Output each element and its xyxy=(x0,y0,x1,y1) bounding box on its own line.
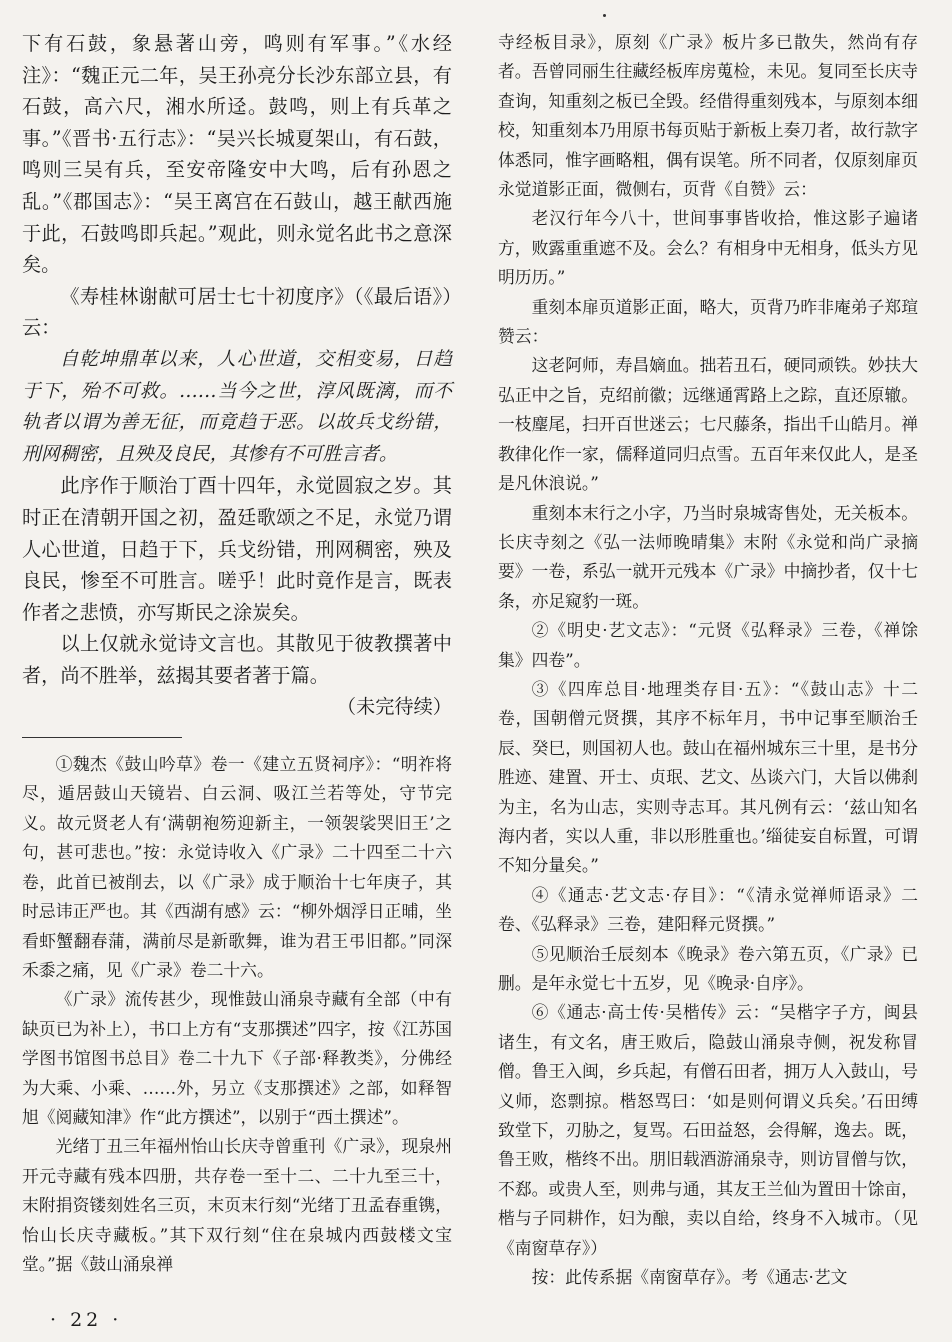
footnote-paragraph: 按：此传系据《南窗草存》。考《通志·艺文 xyxy=(531,1267,848,1288)
body-paragraph: 以上仅就永觉诗文言也。其散见于彼教撰著中者，尚不胜举，兹揭其要者著于篇。 xyxy=(22,632,452,687)
footnote-divider xyxy=(22,737,182,738)
footnote-2: ②《明史·艺文志》：“元贤《弘释录》三卷，《禅馀集》四卷”。 xyxy=(498,620,918,670)
body-paragraph: 《寿桂林谢献可居士七十初度序》（《最后语》）云： xyxy=(22,284,452,340)
footnote-paragraph-continued: 寺经板目录》，原刻《广录》板片多已散失，然尚有存者。吾曾同丽生往藏经板库房蒐检，未见。复同至长庆寺查询，知重刻之板已全毁。经借得重刻残本，与原刻本细校，知重刻本乃用原书每页贴于新板上奏刀者，故行款字体悉同，惟字画略粗，偶有误笔。所不同者，仅原刻扉页永觉道影正面，微侧右，页背《自赞》云： xyxy=(498,32,918,200)
block-quote: 自乾坤鼎革以来，人心世道，交相变易，日趋于下，殆不可救。……当今之世，淳风既漓，而不轨者以谓为善无征，而竟趋于恶。以故兵戈纷错，刑网稠密，且殃及良民，其惨有不可胜言者。 xyxy=(22,348,452,465)
body-paragraph-continued: 下有石鼓，象悬著山旁，鸣则有军事。”《水经注》：“魏正元二年，吴王孙亮分长沙东部立县，有石鼓，高六尺，湘水所迳。鼓鸣，则上有兵革之事。”《晋书·五行志》：“吴兴长城夏架山，有石鼓，鸣则三吴有兵，至安帝隆安中大鸣，后有孙恩之乱。”《郡国志》：“吴王离宫在石鼓山，越王献西施于此，石鼓鸣即兵起。”观此，则永觉名此书之意深矣。 xyxy=(22,32,452,277)
right-column xyxy=(498,28,918,1292)
footnote-5: ⑤见顺治壬辰刻本《晚录》卷六第五页，《广录》已删。是年永觉七十五岁，见《晚录·自序》。 xyxy=(498,943,918,993)
footnote-3: ③《四库总目·地理类存目·五》：“《鼓山志》十二卷，国朝僧元贤撰，其序不标年月，书中记事至顺治壬辰、癸巳，则国初人也。鼓山在福州城东三十里，是书分胜迹、建置、开士、贞珉、艺文、丛谈六门，大旨以佛刹为主，名为山志，实则寺志耳。其凡例有云：‘兹山知名海内者，实以人重，非以形胜重也。’缁徒妄自标置，可谓不知分量矣。” xyxy=(498,678,918,876)
footnote-quote: 这老阿师，寿昌嫡血。拙若丑石，硬同顽铁。妙扶大弘正中之旨，克绍前徽；远继通霄路上之踪，直还原辙。一枝麈尾，扫开百世迷云；七尺藤条，指出千山皓月。禅教律化作一家，儒释道同归点雪。五百年来仅此人，是圣是凡休浪说。” xyxy=(498,355,918,494)
footnote-paragraph: 光绪丁丑三年福州怡山长庆寺曾重刊《广录》，现泉州开元寺藏有残本四册，共存卷一至十二、二十九至三十，末附捐资镂刻姓名三页，末页末行刻“光绪丁丑孟春重镌，怡山长庆寺藏板。”其下双行刻“住在泉城内西鼓楼文宝堂。”据《鼓山涌泉禅 xyxy=(22,1136,452,1274)
footnote-1: ①魏杰《鼓山吟草》卷一《建立五贤祠序》：“明祚将尽，遁居鼓山天镜岩、白云洞、吸江兰若等处，守节完义。故元贤老人有‘满朝袍笏迎新主，一领袈裟哭旧王’之句，甚可悲也。”按：永觉诗收入《广录》二十四至二十六卷，此首已被削去，以《广录》成于顺治十七年庚子，其时忌讳正严也。其《西湖有感》云：“柳外烟浮日正晡，坐看虾蟹翻春蒲，满前尽是新歌舞，谁为君王弔旧都。”同深禾黍之痛，见《广录》卷二十六。 xyxy=(22,754,452,980)
body-paragraph: 此序作于顺治丁酉十四年，永觉圆寂之岁。其时正在清朝开国之初，盈廷歌颂之不足，永觉乃谓人心世道，日趋于下，兵戈纷错，刑网稠密，殃及良民，惨至不可胜言。嗟乎！此时竟作是言，既表作者之悲愤，亦写斯民之涂炭矣。 xyxy=(22,474,452,624)
page-number: · 22 · xyxy=(50,1309,123,1331)
page-speck xyxy=(603,14,606,17)
footnote-4: ④《通志·艺文志·存目》：“《清永觉禅师语录》二卷、《弘释录》三卷，建阳释元贤撰。” xyxy=(498,884,918,935)
footnote-6: ⑥《通志·高士传·吴楷传》云：“吴楷字子方，闽县诸生，有文名，唐王败后，隐鼓山涌泉寺侧，祝发称冒僧。鲁王入闽，乡兵起，有僧石田者，拥万人入鼓山，号义师，恣剽掠。楷怒骂曰：‘如是则何谓义兵矣。’石田缚致堂下，刃胁之，复骂。石田益怒，会得解，逸去。既，鲁王败，楷终不出。朋旧载酒游涌泉寺，则访冒僧与饮，不郄。或贵人至，则弗与通，其友王兰仙为置田十馀亩，楷与子同耕作，妇为酿，卖以自给，终身不入城市。（见《南窗草存》） xyxy=(498,1002,918,1258)
footnote-paragraph: 重刻本末行之小字，乃当时泉城寄售处，无关板本。长庆寺刻之《弘一法师晚晴集》末附《永觉和尚广录摘要》一卷，系弘一就开元残本《广录》中摘抄者，仅十七条，亦足窥豹一斑。 xyxy=(498,502,918,611)
footnote-paragraph: 重刻本扉页道影正面，略大，页背乃昨非庵弟子郑瑄赞云： xyxy=(498,296,918,347)
footnote-paragraph: 《广录》流传甚少，现惟鼓山涌泉寺藏有全部（中有缺页已为补上），书口上方有“支那撰述”四字，按《江苏国学图书馆图书总目》卷二十九下《子部·释教类》，分佛经为大乘、小乘、……外，另立《支那撰述》之部，如释智旭《阅藏知津》作“此方撰述”，以别于“西土撰述”。 xyxy=(22,989,452,1127)
left-column xyxy=(22,28,452,1279)
footnote-quote: 老汉行年今八十，世间事事皆收拾，惟这影子遍诸方，败露重重遮不及。会么？有相身中无相身，低头方见明历历。” xyxy=(498,208,918,288)
to-be-continued: （未完待续） xyxy=(336,695,452,719)
